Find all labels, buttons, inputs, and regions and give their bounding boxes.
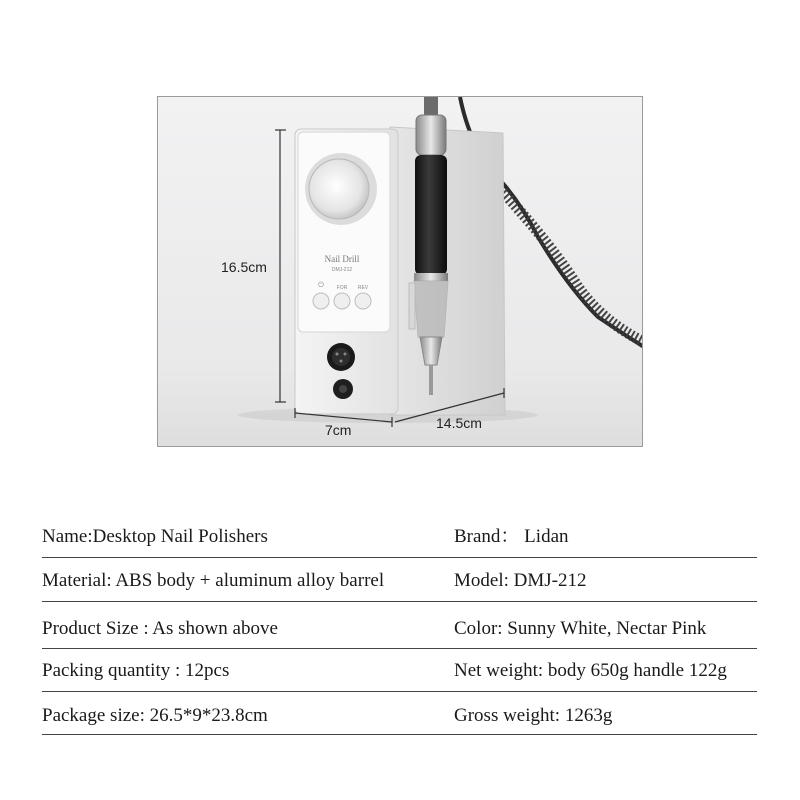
width-dimension-label: 14.5cm bbox=[436, 415, 482, 431]
table-divider bbox=[42, 734, 757, 735]
spec-product-size: Product Size : As shown above bbox=[42, 618, 278, 639]
spec-brand: Brand： Lidan bbox=[454, 526, 569, 547]
table-divider bbox=[42, 648, 757, 649]
svg-text:FOR: FOR bbox=[336, 285, 348, 291]
panel-title: Nail Drill bbox=[324, 254, 360, 264]
spec-material: Material: ABS body + aluminum alloy barrel bbox=[42, 570, 385, 591]
spec-package-size: Package size: 26.5*9*23.8cm bbox=[42, 705, 268, 726]
table-divider bbox=[42, 691, 757, 692]
panel-model: DMJ-212 bbox=[331, 267, 353, 273]
table-divider bbox=[42, 557, 757, 558]
spec-name: Name:Desktop Nail Polishers bbox=[42, 526, 268, 547]
spec-packing-quantity: Packing quantity : 12pcs bbox=[42, 660, 230, 681]
svg-text:REV: REV bbox=[357, 285, 369, 291]
spec-model: Model: DMJ-212 bbox=[454, 570, 587, 591]
depth-dimension-label: 7cm bbox=[325, 422, 352, 438]
spec-color: Color: Sunny White, Nectar Pink bbox=[454, 618, 707, 639]
table-divider bbox=[42, 601, 757, 602]
svg-text:⏻: ⏻ bbox=[318, 281, 324, 289]
spec-net-weight: Net weight: body 650g handle 122g bbox=[454, 660, 727, 681]
spec-gross-weight: Gross weight: 1263g bbox=[454, 705, 613, 726]
height-dimension-label: 16.5cm bbox=[221, 259, 267, 275]
